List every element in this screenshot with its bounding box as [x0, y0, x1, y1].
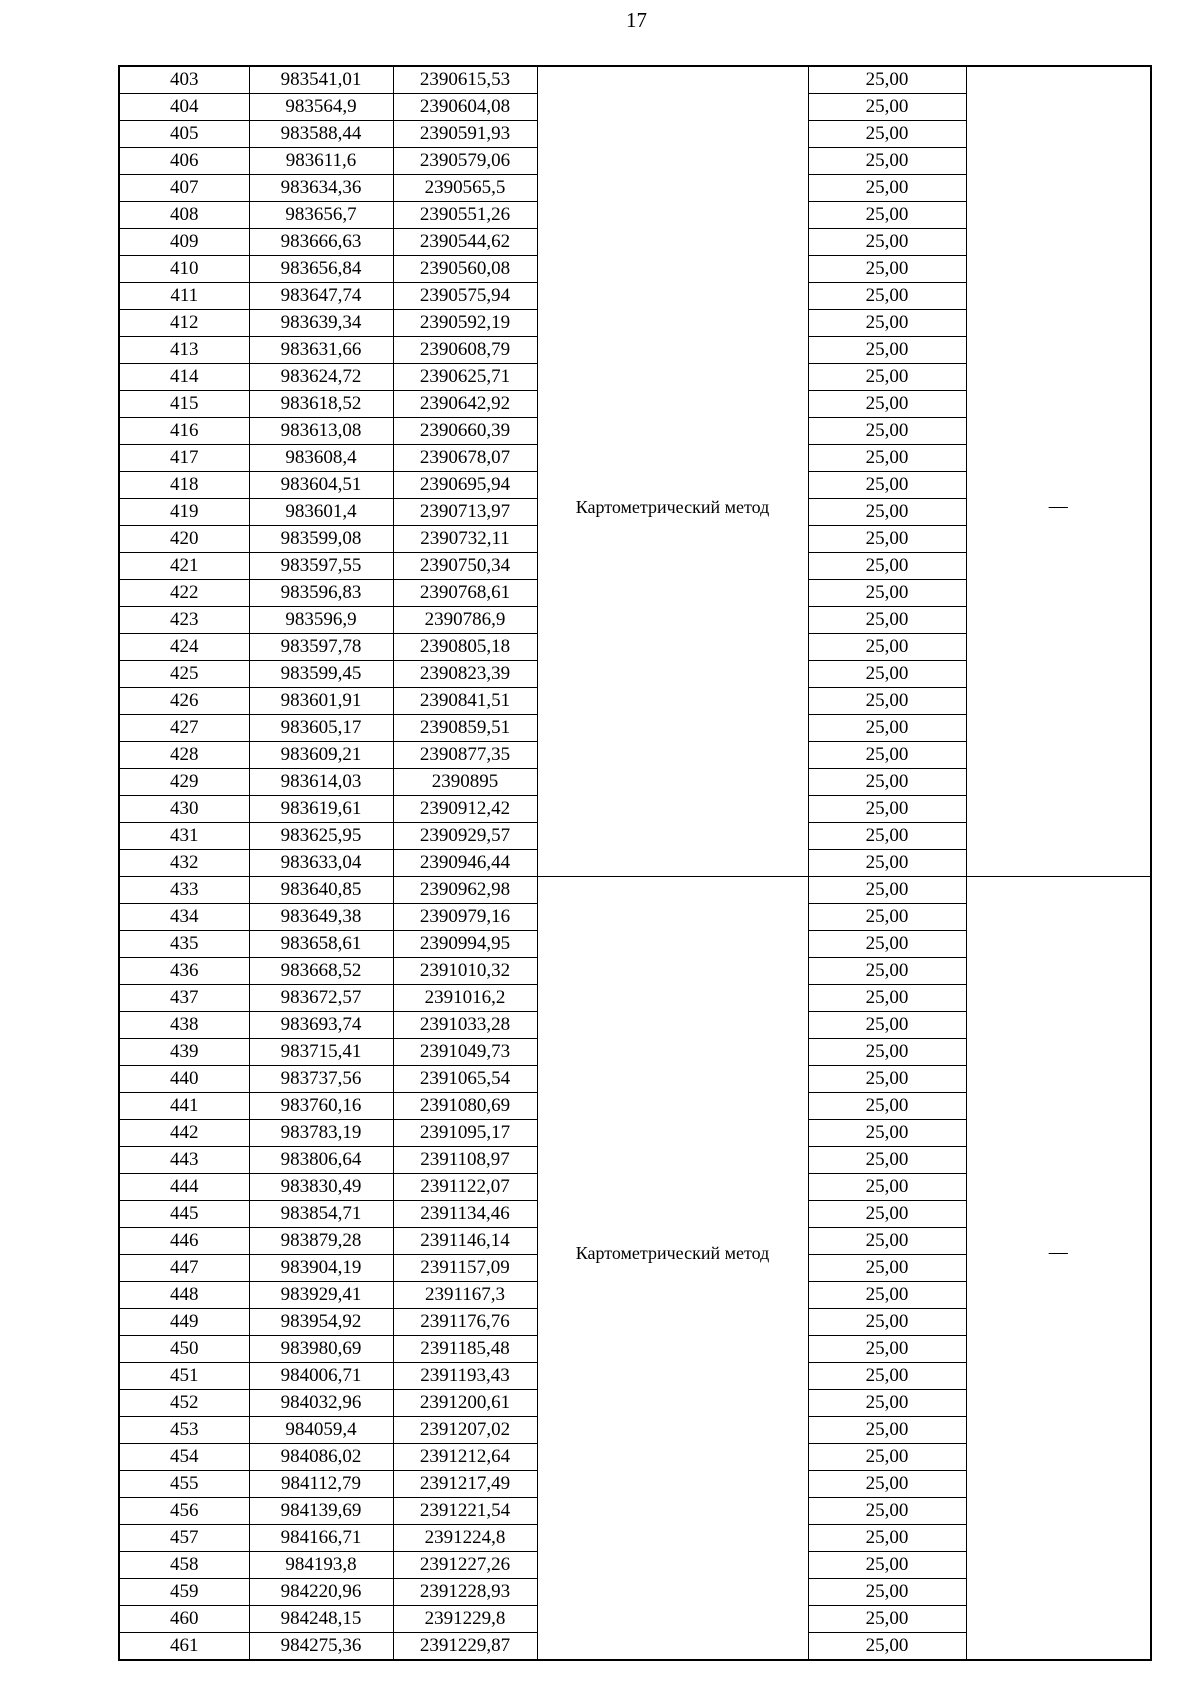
point-number-cell: 436 [119, 958, 249, 985]
x-coordinate-cell: 983564,9 [249, 94, 393, 121]
y-coordinate-cell: 2390695,94 [393, 472, 537, 499]
point-number-cell: 440 [119, 1066, 249, 1093]
x-coordinate-cell: 983597,55 [249, 553, 393, 580]
x-coordinate-cell: 983760,16 [249, 1093, 393, 1120]
x-coordinate-cell: 984220,96 [249, 1579, 393, 1606]
error-cell: 25,00 [808, 1012, 966, 1039]
x-coordinate-cell: 984166,71 [249, 1525, 393, 1552]
x-coordinate-cell: 983541,01 [249, 66, 393, 94]
error-cell: 25,00 [808, 1039, 966, 1066]
y-coordinate-cell: 2391033,28 [393, 1012, 537, 1039]
x-coordinate-cell: 983634,36 [249, 175, 393, 202]
x-coordinate-cell: 984112,79 [249, 1471, 393, 1498]
error-cell: 25,00 [808, 229, 966, 256]
y-coordinate-cell: 2390604,08 [393, 94, 537, 121]
x-coordinate-cell: 983647,74 [249, 283, 393, 310]
y-coordinate-cell: 2390591,93 [393, 121, 537, 148]
error-cell: 25,00 [808, 1309, 966, 1336]
point-number-cell: 453 [119, 1417, 249, 1444]
error-cell: 25,00 [808, 796, 966, 823]
y-coordinate-cell: 2391049,73 [393, 1039, 537, 1066]
x-coordinate-cell: 983631,66 [249, 337, 393, 364]
x-coordinate-cell: 983608,4 [249, 445, 393, 472]
point-number-cell: 413 [119, 337, 249, 364]
point-number-cell: 417 [119, 445, 249, 472]
point-number-cell: 426 [119, 688, 249, 715]
point-number-cell: 431 [119, 823, 249, 850]
error-cell: 25,00 [808, 769, 966, 796]
point-number-cell: 404 [119, 94, 249, 121]
error-cell: 25,00 [808, 148, 966, 175]
error-cell: 25,00 [808, 1255, 966, 1282]
y-coordinate-cell: 2390608,79 [393, 337, 537, 364]
y-coordinate-cell: 2391229,87 [393, 1633, 537, 1661]
error-cell: 25,00 [808, 1498, 966, 1525]
y-coordinate-cell: 2390625,71 [393, 364, 537, 391]
point-number-cell: 445 [119, 1201, 249, 1228]
error-cell: 25,00 [808, 1552, 966, 1579]
y-coordinate-cell: 2390575,94 [393, 283, 537, 310]
point-number-cell: 460 [119, 1606, 249, 1633]
point-number-cell: 419 [119, 499, 249, 526]
y-coordinate-cell: 2391185,48 [393, 1336, 537, 1363]
y-coordinate-cell: 2391122,07 [393, 1174, 537, 1201]
y-coordinate-cell: 2390946,44 [393, 850, 537, 877]
error-cell: 25,00 [808, 1579, 966, 1606]
y-coordinate-cell: 2391217,49 [393, 1471, 537, 1498]
y-coordinate-cell: 2390979,16 [393, 904, 537, 931]
point-number-cell: 456 [119, 1498, 249, 1525]
y-coordinate-cell: 2390750,34 [393, 553, 537, 580]
x-coordinate-cell: 983737,56 [249, 1066, 393, 1093]
error-cell: 25,00 [808, 66, 966, 94]
x-coordinate-cell: 983658,61 [249, 931, 393, 958]
point-number-cell: 447 [119, 1255, 249, 1282]
point-number-cell: 434 [119, 904, 249, 931]
point-number-cell: 416 [119, 418, 249, 445]
y-coordinate-cell: 2390841,51 [393, 688, 537, 715]
point-number-cell: 408 [119, 202, 249, 229]
point-number-cell: 441 [119, 1093, 249, 1120]
point-number-cell: 451 [119, 1363, 249, 1390]
y-coordinate-cell: 2390592,19 [393, 310, 537, 337]
point-number-cell: 424 [119, 634, 249, 661]
y-coordinate-cell: 2390642,92 [393, 391, 537, 418]
page-number: 17 [626, 8, 647, 32]
error-cell: 25,00 [808, 715, 966, 742]
error-cell: 25,00 [808, 1471, 966, 1498]
x-coordinate-cell: 983666,63 [249, 229, 393, 256]
error-cell: 25,00 [808, 904, 966, 931]
y-coordinate-cell: 2390912,42 [393, 796, 537, 823]
x-coordinate-cell: 983980,69 [249, 1336, 393, 1363]
error-cell: 25,00 [808, 1201, 966, 1228]
y-coordinate-cell: 2391065,54 [393, 1066, 537, 1093]
y-coordinate-cell: 2391176,76 [393, 1309, 537, 1336]
x-coordinate-cell: 983649,38 [249, 904, 393, 931]
point-number-cell: 437 [119, 985, 249, 1012]
error-cell: 25,00 [808, 1390, 966, 1417]
y-coordinate-cell: 2390823,39 [393, 661, 537, 688]
x-coordinate-cell: 983783,19 [249, 1120, 393, 1147]
x-coordinate-cell: 983715,41 [249, 1039, 393, 1066]
point-number-cell: 457 [119, 1525, 249, 1552]
y-coordinate-cell: 2391228,93 [393, 1579, 537, 1606]
y-coordinate-cell: 2390994,95 [393, 931, 537, 958]
point-number-cell: 459 [119, 1579, 249, 1606]
point-number-cell: 446 [119, 1228, 249, 1255]
x-coordinate-cell: 983929,41 [249, 1282, 393, 1309]
error-cell: 25,00 [808, 202, 966, 229]
x-coordinate-cell: 983904,19 [249, 1255, 393, 1282]
coordinates-table [118, 65, 1152, 1661]
y-coordinate-cell: 2390560,08 [393, 256, 537, 283]
x-coordinate-cell: 983854,71 [249, 1201, 393, 1228]
error-cell: 25,00 [808, 418, 966, 445]
x-coordinate-cell: 983640,85 [249, 877, 393, 904]
x-coordinate-cell: 983614,03 [249, 769, 393, 796]
x-coordinate-cell: 984248,15 [249, 1606, 393, 1633]
error-cell: 25,00 [808, 985, 966, 1012]
error-cell: 25,00 [808, 553, 966, 580]
description-cell: — [966, 877, 1151, 1661]
x-coordinate-cell: 983611,6 [249, 148, 393, 175]
point-number-cell: 454 [119, 1444, 249, 1471]
y-coordinate-cell: 2391224,8 [393, 1525, 537, 1552]
y-coordinate-cell: 2391134,46 [393, 1201, 537, 1228]
y-coordinate-cell: 2391193,43 [393, 1363, 537, 1390]
point-number-cell: 444 [119, 1174, 249, 1201]
error-cell: 25,00 [808, 1606, 966, 1633]
x-coordinate-cell: 984086,02 [249, 1444, 393, 1471]
point-number-cell: 433 [119, 877, 249, 904]
error-cell: 25,00 [808, 283, 966, 310]
error-cell: 25,00 [808, 688, 966, 715]
error-cell: 25,00 [808, 1417, 966, 1444]
x-coordinate-cell: 984006,71 [249, 1363, 393, 1390]
x-coordinate-cell: 983806,64 [249, 1147, 393, 1174]
point-number-cell: 452 [119, 1390, 249, 1417]
error-cell: 25,00 [808, 94, 966, 121]
y-coordinate-cell: 2390768,61 [393, 580, 537, 607]
error-cell: 25,00 [808, 634, 966, 661]
point-number-cell: 422 [119, 580, 249, 607]
y-coordinate-cell: 2391095,17 [393, 1120, 537, 1147]
x-coordinate-cell: 984275,36 [249, 1633, 393, 1661]
y-coordinate-cell: 2390859,51 [393, 715, 537, 742]
point-number-cell: 448 [119, 1282, 249, 1309]
y-coordinate-cell: 2391229,8 [393, 1606, 537, 1633]
error-cell: 25,00 [808, 1066, 966, 1093]
point-number-cell: 425 [119, 661, 249, 688]
point-number-cell: 427 [119, 715, 249, 742]
error-cell: 25,00 [808, 877, 966, 904]
error-cell: 25,00 [808, 742, 966, 769]
x-coordinate-cell: 984032,96 [249, 1390, 393, 1417]
error-cell: 25,00 [808, 607, 966, 634]
error-cell: 25,00 [808, 1120, 966, 1147]
point-number-cell: 429 [119, 769, 249, 796]
error-cell: 25,00 [808, 1147, 966, 1174]
x-coordinate-cell: 984139,69 [249, 1498, 393, 1525]
error-cell: 25,00 [808, 1363, 966, 1390]
x-coordinate-cell: 983954,92 [249, 1309, 393, 1336]
coordinates-table-body [119, 66, 1151, 1660]
y-coordinate-cell: 2391207,02 [393, 1417, 537, 1444]
point-number-cell: 403 [119, 66, 249, 94]
y-coordinate-cell: 2391167,3 [393, 1282, 537, 1309]
point-number-cell: 442 [119, 1120, 249, 1147]
point-number-cell: 439 [119, 1039, 249, 1066]
x-coordinate-cell: 983619,61 [249, 796, 393, 823]
x-coordinate-cell: 983672,57 [249, 985, 393, 1012]
y-coordinate-cell: 2390565,5 [393, 175, 537, 202]
error-cell: 25,00 [808, 1282, 966, 1309]
x-coordinate-cell: 984059,4 [249, 1417, 393, 1444]
x-coordinate-cell: 983625,95 [249, 823, 393, 850]
x-coordinate-cell: 983599,45 [249, 661, 393, 688]
error-cell: 25,00 [808, 850, 966, 877]
x-coordinate-cell: 983624,72 [249, 364, 393, 391]
error-cell: 25,00 [808, 1336, 966, 1363]
y-coordinate-cell: 2390895 [393, 769, 537, 796]
point-number-cell: 449 [119, 1309, 249, 1336]
y-coordinate-cell: 2391010,32 [393, 958, 537, 985]
x-coordinate-cell: 983656,84 [249, 256, 393, 283]
point-number-cell: 461 [119, 1633, 249, 1661]
y-coordinate-cell: 2390732,11 [393, 526, 537, 553]
y-coordinate-cell: 2391146,14 [393, 1228, 537, 1255]
error-cell: 25,00 [808, 310, 966, 337]
y-coordinate-cell: 2391212,64 [393, 1444, 537, 1471]
point-number-cell: 405 [119, 121, 249, 148]
point-number-cell: 411 [119, 283, 249, 310]
y-coordinate-cell: 2391080,69 [393, 1093, 537, 1120]
x-coordinate-cell: 983656,7 [249, 202, 393, 229]
point-number-cell: 432 [119, 850, 249, 877]
point-number-cell: 435 [119, 931, 249, 958]
point-number-cell: 450 [119, 1336, 249, 1363]
x-coordinate-cell: 983618,52 [249, 391, 393, 418]
y-coordinate-cell: 2390551,26 [393, 202, 537, 229]
point-number-cell: 415 [119, 391, 249, 418]
y-coordinate-cell: 2390660,39 [393, 418, 537, 445]
x-coordinate-cell: 983633,04 [249, 850, 393, 877]
x-coordinate-cell: 983601,4 [249, 499, 393, 526]
x-coordinate-cell: 983639,34 [249, 310, 393, 337]
point-number-cell: 428 [119, 742, 249, 769]
x-coordinate-cell: 983597,78 [249, 634, 393, 661]
error-cell: 25,00 [808, 121, 966, 148]
error-cell: 25,00 [808, 1228, 966, 1255]
x-coordinate-cell: 983668,52 [249, 958, 393, 985]
y-coordinate-cell: 2390579,06 [393, 148, 537, 175]
y-coordinate-cell: 2391200,61 [393, 1390, 537, 1417]
error-cell: 25,00 [808, 1174, 966, 1201]
point-number-cell: 410 [119, 256, 249, 283]
y-coordinate-cell: 2390877,35 [393, 742, 537, 769]
point-number-cell: 412 [119, 310, 249, 337]
error-cell: 25,00 [808, 1525, 966, 1552]
y-coordinate-cell: 2390678,07 [393, 445, 537, 472]
error-cell: 25,00 [808, 958, 966, 985]
method-cell: Картометрический метод [537, 877, 808, 1661]
y-coordinate-cell: 2391221,54 [393, 1498, 537, 1525]
error-cell: 25,00 [808, 661, 966, 688]
x-coordinate-cell: 983604,51 [249, 472, 393, 499]
x-coordinate-cell: 983879,28 [249, 1228, 393, 1255]
point-number-cell: 407 [119, 175, 249, 202]
error-cell: 25,00 [808, 391, 966, 418]
error-cell: 25,00 [808, 499, 966, 526]
table-row [119, 66, 1151, 94]
y-coordinate-cell: 2391227,26 [393, 1552, 537, 1579]
error-cell: 25,00 [808, 526, 966, 553]
error-cell: 25,00 [808, 1633, 966, 1661]
error-cell: 25,00 [808, 175, 966, 202]
error-cell: 25,00 [808, 931, 966, 958]
error-cell: 25,00 [808, 823, 966, 850]
y-coordinate-cell: 2391016,2 [393, 985, 537, 1012]
point-number-cell: 418 [119, 472, 249, 499]
error-cell: 25,00 [808, 364, 966, 391]
point-number-cell: 458 [119, 1552, 249, 1579]
description-cell: — [966, 66, 1151, 877]
x-coordinate-cell: 983588,44 [249, 121, 393, 148]
error-cell: 25,00 [808, 580, 966, 607]
point-number-cell: 414 [119, 364, 249, 391]
y-coordinate-cell: 2390929,57 [393, 823, 537, 850]
error-cell: 25,00 [808, 1444, 966, 1471]
error-cell: 25,00 [808, 256, 966, 283]
method-cell: Картометрический метод [537, 66, 808, 877]
point-number-cell: 443 [119, 1147, 249, 1174]
x-coordinate-cell: 983596,9 [249, 607, 393, 634]
y-coordinate-cell: 2390805,18 [393, 634, 537, 661]
point-number-cell: 423 [119, 607, 249, 634]
point-number-cell: 438 [119, 1012, 249, 1039]
x-coordinate-cell: 983830,49 [249, 1174, 393, 1201]
point-number-cell: 406 [119, 148, 249, 175]
table-row [119, 877, 1151, 904]
y-coordinate-cell: 2390786,9 [393, 607, 537, 634]
x-coordinate-cell: 983601,91 [249, 688, 393, 715]
y-coordinate-cell: 2390713,97 [393, 499, 537, 526]
error-cell: 25,00 [808, 1093, 966, 1120]
point-number-cell: 430 [119, 796, 249, 823]
y-coordinate-cell: 2390962,98 [393, 877, 537, 904]
error-cell: 25,00 [808, 472, 966, 499]
x-coordinate-cell: 983693,74 [249, 1012, 393, 1039]
point-number-cell: 421 [119, 553, 249, 580]
x-coordinate-cell: 983613,08 [249, 418, 393, 445]
error-cell: 25,00 [808, 445, 966, 472]
x-coordinate-cell: 984193,8 [249, 1552, 393, 1579]
x-coordinate-cell: 983609,21 [249, 742, 393, 769]
error-cell: 25,00 [808, 337, 966, 364]
point-number-cell: 420 [119, 526, 249, 553]
x-coordinate-cell: 983599,08 [249, 526, 393, 553]
y-coordinate-cell: 2390544,62 [393, 229, 537, 256]
y-coordinate-cell: 2391108,97 [393, 1147, 537, 1174]
x-coordinate-cell: 983596,83 [249, 580, 393, 607]
x-coordinate-cell: 983605,17 [249, 715, 393, 742]
point-number-cell: 409 [119, 229, 249, 256]
y-coordinate-cell: 2390615,53 [393, 66, 537, 94]
y-coordinate-cell: 2391157,09 [393, 1255, 537, 1282]
point-number-cell: 455 [119, 1471, 249, 1498]
